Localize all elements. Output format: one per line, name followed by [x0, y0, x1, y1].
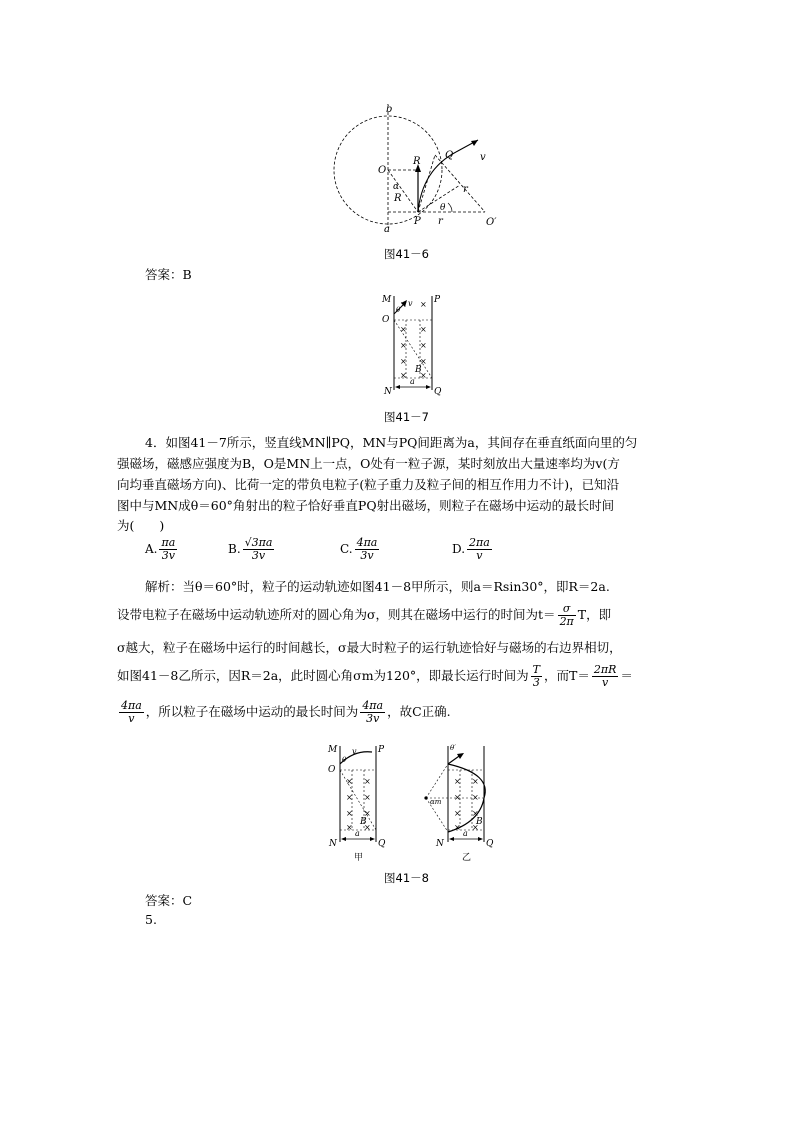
svg-text:θ: θ — [396, 306, 401, 314]
svg-text:Q: Q — [378, 839, 386, 849]
option-d[interactable]: D. $\frac{2\pi a}{v}$ — [452, 536, 490, 562]
field-crosses — [400, 300, 427, 380]
answer-2: 答案：C — [145, 893, 193, 908]
field-crosses-jia — [346, 777, 371, 832]
label-r-right: r — [463, 184, 468, 195]
figure-41-6 — [330, 100, 510, 240]
svg-text:P: P — [434, 295, 441, 305]
svg-text:×: × — [454, 777, 461, 786]
label-r-bottom: r — [438, 216, 443, 227]
svg-text:×: × — [346, 777, 353, 786]
question-line-4: 图中与MN成θ＝60°角射出的粒子恰好垂直PQ射出磁场，则粒子在磁场中运动的最长时间 — [117, 498, 615, 513]
svg-text:×: × — [420, 371, 427, 380]
svg-text:×: × — [472, 823, 479, 832]
svg-text:×: × — [420, 341, 427, 350]
svg-text:×: × — [400, 371, 407, 380]
svg-text:×: × — [454, 809, 461, 818]
svg-text:v: v — [352, 747, 357, 756]
svg-text:N: N — [329, 839, 337, 849]
svg-text:×: × — [472, 809, 479, 818]
label-R-top: R — [413, 156, 421, 167]
svg-text:×: × — [472, 777, 479, 786]
question-line-1: 4．如图41－7所示，竖直线MN∥PQ，MN与PQ间距离为a，其间存在垂直纸面向里的匀 — [145, 435, 638, 450]
svg-text:M: M — [382, 295, 392, 305]
label-alpha: α — [393, 182, 400, 192]
svg-text:θ: θ — [342, 756, 347, 764]
svg-text:αm: αm — [430, 798, 442, 806]
figure-41-6-caption: 图41－6 — [384, 247, 429, 261]
label-b: b — [386, 104, 393, 115]
svg-text:O: O — [328, 765, 336, 775]
svg-text:a: a — [410, 377, 415, 386]
svg-text:×: × — [364, 793, 371, 802]
svg-text:×: × — [346, 793, 353, 802]
svg-text:O: O — [382, 315, 390, 325]
figure-41-8 — [320, 740, 500, 865]
label-theta: θ — [440, 203, 446, 213]
next-question-number: 5. — [145, 912, 157, 927]
solution-line-3: σ越大，粒子在磁场中运行的时间越长，σ最大时粒子的运行轨迹恰好与磁场的右边界相切， — [117, 640, 622, 655]
svg-text:P: P — [378, 745, 385, 755]
svg-text:B: B — [360, 817, 367, 827]
svg-text:v: v — [408, 299, 413, 308]
label-yi: 乙 — [462, 853, 472, 863]
svg-text:M: M — [328, 745, 338, 755]
label-O-prime: O′ — [486, 217, 497, 228]
svg-text:N: N — [384, 387, 392, 397]
svg-text:×: × — [364, 809, 371, 818]
svg-text:B: B — [415, 365, 422, 375]
svg-text:×: × — [364, 823, 371, 832]
svg-text:×: × — [400, 300, 407, 309]
svg-text:×: × — [420, 325, 427, 334]
label-P: P — [414, 216, 421, 227]
label-O: O — [378, 165, 387, 176]
figure-41-7 — [378, 290, 458, 400]
option-b[interactable]: B. $\frac{√3\pi a}{3v}$ — [228, 536, 273, 562]
svg-text:a: a — [463, 829, 468, 838]
figure-41-8-caption: 图41－8 — [384, 871, 429, 885]
svg-text:B: B — [476, 817, 483, 827]
svg-text:×: × — [400, 325, 407, 334]
option-a[interactable]: A. $\frac{\pi a}{3v}$ — [145, 536, 176, 562]
svg-text:a: a — [355, 829, 360, 838]
svg-text:×: × — [420, 300, 427, 309]
svg-text:×: × — [346, 823, 353, 832]
solution-line-1: 解析：当θ＝60°时，粒子的运动轨迹如图41－8甲所示，则a＝Rsin30°，即R＝2a. — [145, 579, 610, 594]
svg-text:θ′: θ′ — [450, 744, 456, 752]
svg-text:×: × — [400, 341, 407, 350]
svg-text:Q: Q — [434, 387, 442, 397]
label-a: a — [384, 224, 390, 235]
option-c[interactable]: C. $\frac{4\pi a}{3v}$ — [340, 536, 378, 562]
answer-1: 答案：B — [145, 267, 192, 282]
solution-line-4: 如图41－8乙所示，因R＝2a，此时圆心角σm为120°，即最长运行时间为 $\frac{T}{3}$ ，而T＝ $\frac{2\pi R}{v}$ ＝ — [117, 663, 633, 689]
question-line-3: 向均垂直磁场方向)、比荷一定的带负电粒子(粒子重力及粒子间的相互作用力不计)，已知沿 — [117, 477, 620, 492]
label-v: v — [480, 152, 486, 163]
svg-text:N: N — [436, 839, 444, 849]
figure-41-7-caption: 图41－7 — [384, 410, 429, 424]
svg-text:×: × — [400, 357, 407, 366]
question-line-2: 强磁场，磁感应强度为B，O是MN上一点，O处有一粒子源，某时刻放出大量速率均为v(方 — [117, 456, 620, 471]
label-jia: 甲 — [354, 853, 364, 863]
question-line-5: 为( ) — [117, 518, 165, 533]
svg-text:×: × — [346, 809, 353, 818]
svg-text:×: × — [420, 357, 427, 366]
label-Q: Q — [445, 150, 454, 161]
svg-text:×: × — [364, 777, 371, 786]
label-R-mid: R — [394, 193, 402, 204]
svg-text:×: × — [454, 823, 461, 832]
solution-line-5: $\frac{4\pi a}{v}$ ，所以粒子在磁场中运动的最长时间为 $\frac{4\pi a}{3v}$ ，故C正确. — [121, 699, 451, 725]
svg-text:Q: Q — [486, 839, 494, 849]
svg-text:×: × — [454, 793, 461, 802]
solution-line-2: 设带电粒子在磁场中运动轨迹所对的圆心角为σ，则其在磁场中运行的时间为t＝ $\frac{\sigma}{2\pi}$ T，即 — [117, 602, 612, 628]
svg-text:×: × — [472, 793, 479, 802]
